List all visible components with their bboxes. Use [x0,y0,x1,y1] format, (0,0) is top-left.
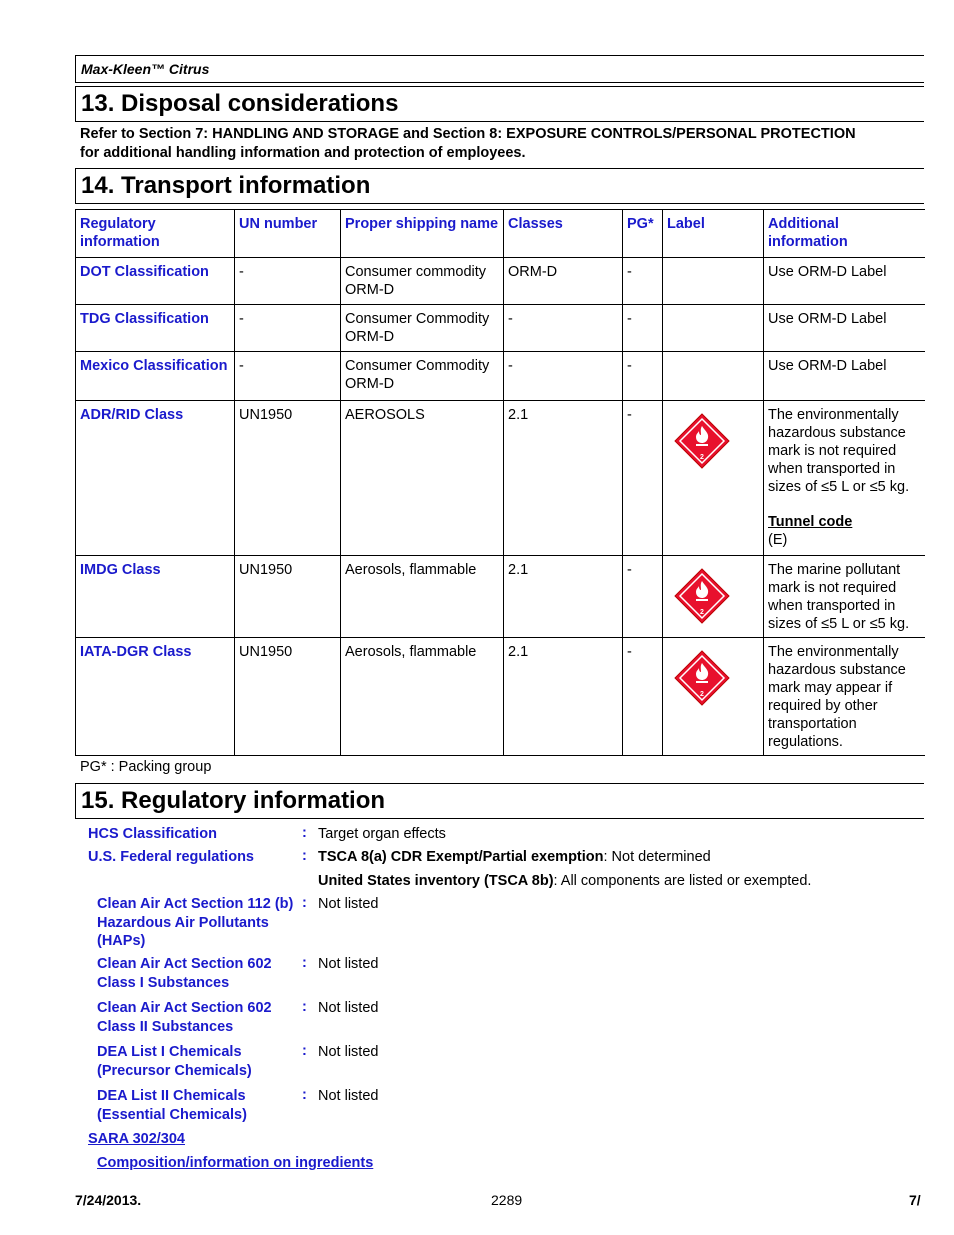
section-15-header [75,783,924,819]
tunnel-code-label: Tunnel code [768,514,853,530]
row-imdg-info: The marine pollutant mark is not required when transported in sizes of ≤5 L or ≤5 kg. [764,556,925,638]
hcs-classification-label: HCS Classification [88,826,217,842]
row-mexico-un: - [235,352,341,401]
tsca-8b-value: : All components are listed or exempted. [553,873,812,889]
hcs-classification-value: Target organ effects [318,826,446,842]
row-dot-classes: ORM-D [504,258,623,305]
dea-list2-colon: : [302,1087,307,1103]
diamond-class-number: 2 [700,454,704,461]
adr-info-text: The environmentally hazardous substance mark is not required when transported in sizes of ≤5 L or ≤5 kg. [768,407,910,495]
row-tdg-info: Use ORM-D Label [764,305,925,352]
packing-group-note: PG* : Packing group [80,759,212,775]
federal-colon: : [302,848,307,864]
caa-112-colon: : [302,895,307,911]
flammable-gas-icon [674,568,730,624]
product-name: Max-Kleen™ Citrus [81,61,210,77]
row-dot-pg: - [623,258,663,305]
row-iata-classes: 2.1 [504,638,623,756]
us-federal-label: U.S. Federal regulations [88,849,254,865]
caa-602-class1-colon: : [302,955,307,971]
col-header-regulatory: Regulatory information [76,210,235,258]
row-iata-un: UN1950 [235,638,341,756]
row-imdg-name: Aerosols, flammable [341,556,504,638]
row-tdg-name: Consumer Commodity ORM-D [341,305,504,352]
row-mexico-label [663,352,764,401]
row-dot-label [663,258,764,305]
caa-602-class2-label: Clean Air Act Section 602 Class II Substances [97,1000,272,1035]
row-adr-reg: ADR/RID Class [76,401,235,556]
col-header-pg: PG* [623,210,663,258]
table-header-row [76,210,925,258]
col-header-additional: Additional information [764,210,925,258]
section-13-header [75,86,924,122]
section-15-title: 15. Regulatory information [81,787,386,814]
row-mexico-pg: - [623,352,663,401]
tsca-8a-label: TSCA 8(a) CDR Exempt/Partial exemption [318,849,604,865]
row-dot-reg: DOT Classification [76,258,235,305]
section-14-title: 14. Transport information [81,172,371,199]
sara-302-304-link[interactable]: SARA 302/304 [88,1131,185,1147]
dea-list1-colon: : [302,1043,307,1059]
row-tdg-label [663,305,764,352]
row-adr-pg: - [623,401,663,556]
footer-page-number: 2289 [491,1192,523,1208]
composition-link[interactable]: Composition/information on ingredients [97,1155,374,1171]
row-imdg-classes: 2.1 [504,556,623,638]
product-header-bar [75,55,924,83]
footer-date: 7/24/2013. [75,1192,142,1208]
row-dot-un: - [235,258,341,305]
table-row [76,258,925,305]
table-row [76,556,925,638]
col-header-un-number: UN number [235,210,341,258]
row-adr-name: AEROSOLS [341,401,504,556]
row-adr-label [663,401,764,556]
col-header-classes: Classes [504,210,623,258]
row-tdg-reg: TDG Classification [76,305,235,352]
col-header-shipping-name: Proper shipping name [341,210,504,258]
row-dot-name: Consumer commodity ORM-D [341,258,504,305]
row-imdg-pg: - [623,556,663,638]
flammable-gas-icon [674,413,730,469]
tsca-8b-label: United States inventory (TSCA 8b) [318,873,554,889]
row-iata-pg: - [623,638,663,756]
row-iata-name: Aerosols, flammable [341,638,504,756]
hcs-colon: : [302,825,307,841]
dea-list2-label: DEA List II Chemicals (Essential Chemicals) [97,1088,247,1123]
row-mexico-info: Use ORM-D Label [764,352,925,401]
table-row [76,401,925,556]
row-adr-un: UN1950 [235,401,341,556]
refer-line-1: Refer to Section 7: HANDLING AND STORAGE and Section 8: EXPOSURE CONTROLS/PERSONAL PROTECTION [80,126,856,142]
table-row [76,638,925,756]
row-tdg-pg: - [623,305,663,352]
row-mexico-classes: - [504,352,623,401]
row-iata-info: The environmentally hazardous substance mark may appear if required by other transportation regulations. [764,638,925,756]
disposal-refer-text [80,125,920,163]
diamond-class-number: 2 [700,691,704,698]
diamond-class-number: 2 [700,609,704,616]
caa-602-class2-value: Not listed [318,1000,379,1016]
row-iata-label [663,638,764,756]
row-adr-info [764,401,925,556]
caa-112-label: Clean Air Act Section 112 (b) Hazardous Air Pollutants (HAPs) [97,896,294,949]
section-13-title: 13. Disposal considerations [81,90,399,117]
flammable-gas-icon [674,650,730,706]
caa-602-class2-colon: : [302,999,307,1015]
table-row [76,305,925,352]
row-imdg-reg: IMDG Class [76,556,235,638]
transport-table [75,209,925,756]
caa-602-class1-value: Not listed [318,956,379,972]
row-dot-info: Use ORM-D Label [764,258,925,305]
dea-list2-value: Not listed [318,1088,379,1104]
row-mexico-reg: Mexico Classification [76,352,235,401]
caa-112-value: Not listed [318,896,379,912]
row-tdg-classes: - [504,305,623,352]
caa-602-class1-label: Clean Air Act Section 602 Class I Substances [97,956,272,991]
row-adr-classes: 2.1 [504,401,623,556]
tsca-8b-line [318,872,811,891]
row-tdg-un: - [235,305,341,352]
col-header-label: Label [663,210,764,258]
dea-list1-label: DEA List I Chemicals (Precursor Chemicals) [97,1044,252,1079]
tsca-8a-line [318,848,711,867]
row-mexico-name: Consumer Commodity ORM-D [341,352,504,401]
tsca-8a-value: : Not determined [603,849,711,865]
dea-list1-value: Not listed [318,1044,379,1060]
row-imdg-un: UN1950 [235,556,341,638]
tunnel-code-value: (E) [768,532,788,548]
footer-page-right: 7/ [909,1192,921,1208]
section-14-header [75,168,924,204]
refer-line-2: for additional handling information and protection of employees. [80,145,526,161]
row-imdg-label [663,556,764,638]
row-iata-reg: IATA-DGR Class [76,638,235,756]
table-row [76,352,925,401]
